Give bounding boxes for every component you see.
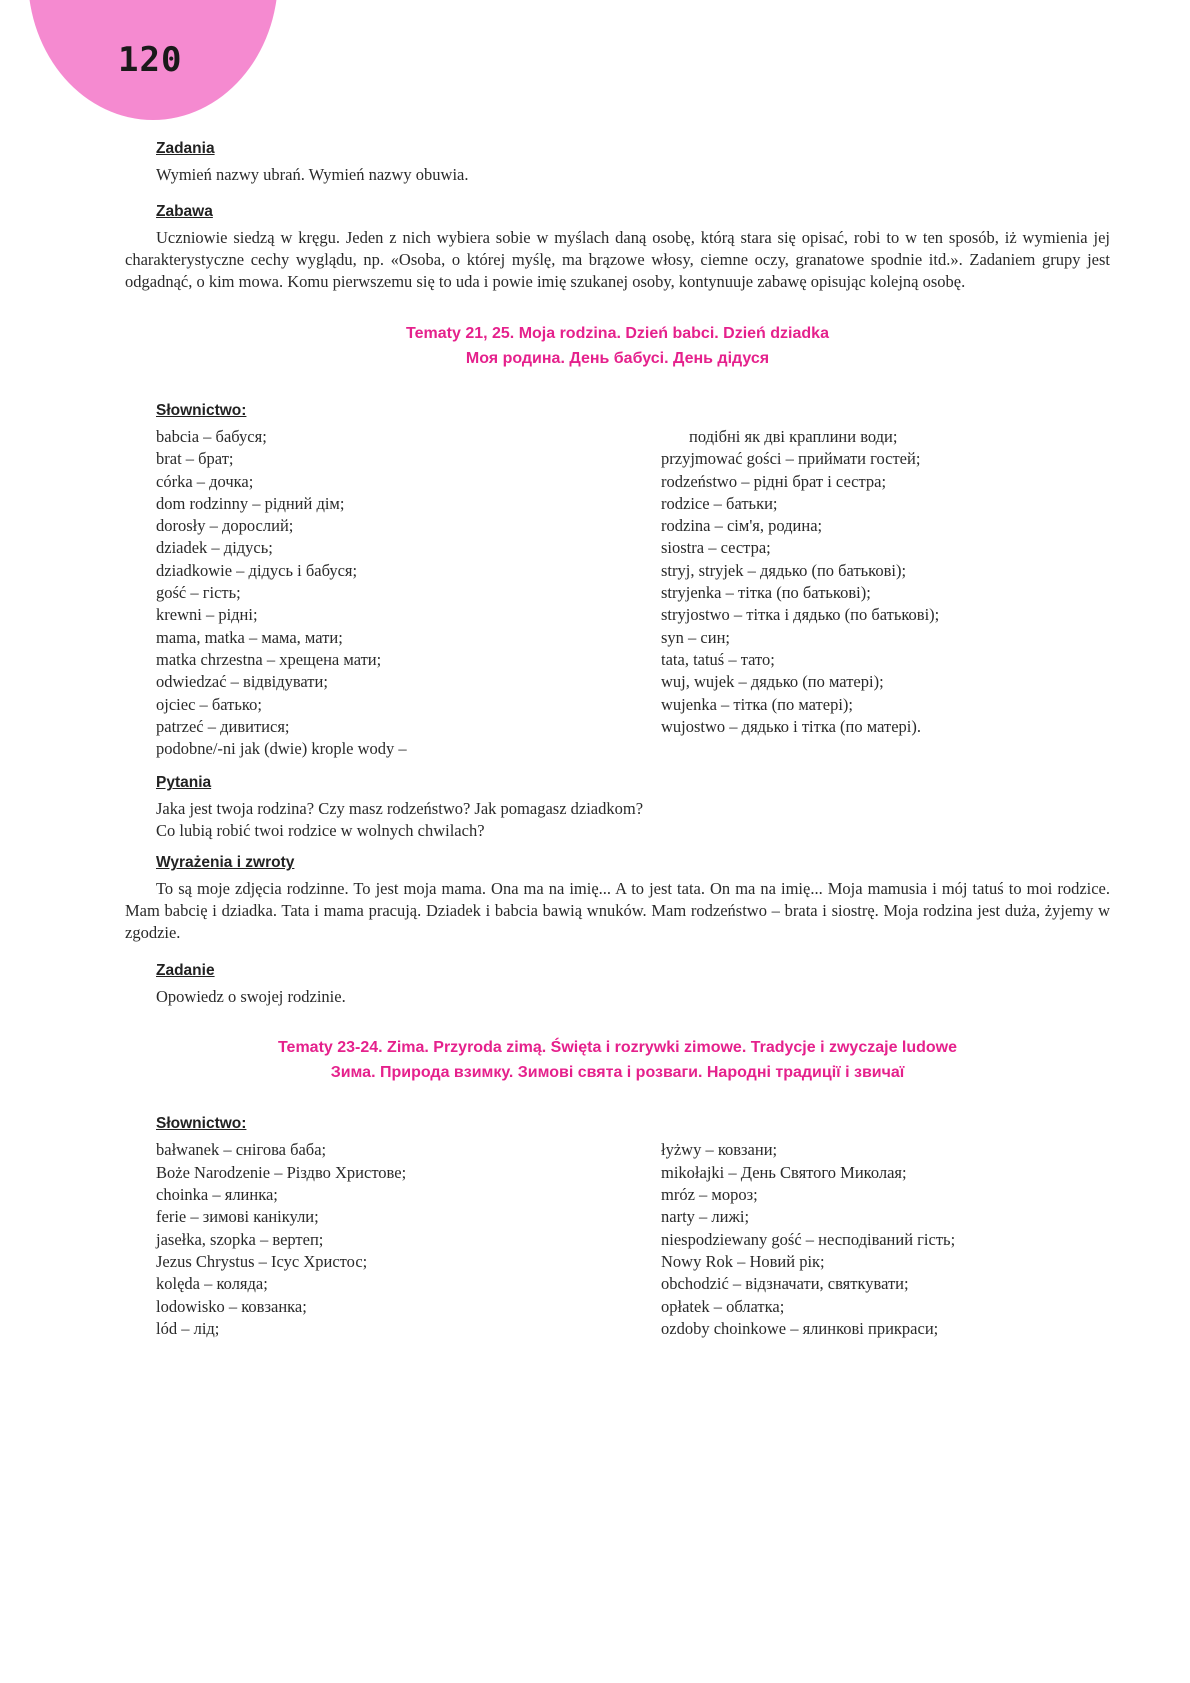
topic-family-polish: Tematy 21, 25. Moja rodzina. Dzień babci. Dzień dziadka — [406, 325, 829, 342]
topic-family-title — [125, 321, 1110, 371]
vocab-item: kolęda – коляда; — [156, 1274, 268, 1294]
vocab-item: matka chrzestna – хрещена мати; — [156, 649, 382, 669]
wyrazenia-heading: Wyrażenia i zwroty — [156, 854, 295, 872]
vocab-item: mróz – мороз; — [661, 1185, 758, 1205]
vocab-item: brat – брат; — [156, 449, 234, 469]
zabawa-section — [125, 203, 1110, 293]
vocab-item: wujostwo – дядько і тітка (по матері). — [661, 716, 921, 736]
zadanie-text: Opowiedz o swojej rodzinie. — [156, 987, 346, 1007]
vocab-winter-columns — [156, 1139, 1110, 1340]
vocab-item: ferie – зимові канікули; — [156, 1207, 319, 1227]
wyrazenia-text: To są moje zdjęcia rodzinne. To jest moja mama. Ona ma na imię... A to jest tata. On ma na imię... Moja mamusia i mój tatuś to moi rodzice. Mam babcię i dziadka. Tata i mama pracują. Dziadek i babcia bawią wnuków. Mam rodzeństwo – brata i siostrę. Moja rodzina jest duża, żyjemy w zgodzie. — [125, 879, 1110, 943]
vocab-family-left-column — [156, 426, 661, 760]
vocab-family-right-column — [661, 426, 1091, 760]
vocab-item: córka – дочка; — [156, 471, 254, 491]
vocab-item: krewni – рідні; — [156, 605, 258, 625]
vocab-winter-heading: Słownictwo: — [156, 1115, 247, 1133]
topic-winter-ukrainian: Зима. Природа взимку. Зимові свята і розваги. Народні традиції і звичаї — [330, 1064, 905, 1082]
vocab-item: dziadkowie – дідусь і бабуся; — [156, 560, 358, 580]
vocab-item: mama, matka – мама, мати; — [156, 627, 343, 647]
vocab-item: choinka – ялинка; — [156, 1185, 278, 1205]
vocab-family-right-list — [661, 448, 1091, 738]
pytania-section — [125, 774, 1110, 842]
vocab-item: stryjenka – тітка (по батькові); — [661, 583, 871, 603]
vocab-item: siostra – сестра; — [661, 538, 771, 558]
pytania-line-2: Co lubią robić twoi rodzice w wolnych chwilach? — [156, 821, 485, 841]
vocab-family-section — [125, 402, 1110, 760]
vocab-winter-right-column — [661, 1139, 1091, 1340]
vocab-item: babcia – бабуся; — [156, 427, 267, 446]
vocab-item: bałwanek – снігова баба; — [156, 1140, 327, 1160]
vocab-item: odwiedzać – відвідувати; — [156, 672, 328, 692]
vocab-item: Nowy Rok – Новий рік; — [661, 1251, 825, 1271]
vocab-item: Jezus Chrystus – Ісус Христос; — [156, 1251, 368, 1271]
zadania-heading: Zadania — [156, 140, 215, 157]
vocab-item: narty – лижі; — [661, 1207, 750, 1227]
vocab-item: rodzeństwo – рідні брат і сестра; — [661, 471, 887, 491]
zadanie-heading: Zadanie — [156, 962, 215, 980]
zabawa-heading: Zabawa — [156, 203, 213, 220]
topic-winter-polish: Tematy 23-24. Zima. Przyroda zimą. Święta i rozrywki zimowe. Tradycje i zwyczaje ludowe — [277, 1039, 958, 1057]
vocab-item: dorosły – дорослий; — [156, 516, 294, 536]
vocab-item: lodowisko – ковзанка; — [156, 1296, 307, 1316]
vocab-item: ozdoby choinkowe – ялинкові прикраси; — [661, 1318, 939, 1338]
vocab-item: rodzina – сім'я, родина; — [661, 516, 823, 536]
vocab-item: stryjostwo – тітка і дядько (по батькові); — [661, 605, 940, 625]
page-content — [125, 140, 1110, 1340]
vocab-item: lód – лід; — [156, 1318, 220, 1338]
vocab-item-continuation: подібні як дві краплини води; — [689, 427, 898, 446]
vocab-item: jasełka, szopka – вертеп; — [156, 1229, 324, 1249]
wyrazenia-section — [125, 854, 1110, 944]
vocab-item: syn – син; — [661, 627, 730, 647]
vocab-item: dom rodzinny – рідний дім; — [156, 493, 345, 513]
zadanie-section — [125, 962, 1110, 1008]
vocab-item: ojciec – батько; — [156, 694, 262, 714]
pytania-heading: Pytania — [156, 774, 212, 792]
vocab-item: dziadek – дідусь; — [156, 538, 273, 558]
vocab-item: mikołajki – День Святого Миколая; — [661, 1162, 907, 1182]
vocab-winter-section — [125, 1115, 1110, 1340]
topic-winter-title — [125, 1035, 1110, 1085]
vocab-item: patrzeć – дивитися; — [156, 716, 290, 736]
vocab-family-columns — [156, 426, 1110, 760]
vocab-winter-left-column — [156, 1139, 661, 1340]
vocab-item: stryj, stryjek – дядько (по батькові); — [661, 560, 907, 580]
page-number: 120 — [118, 40, 183, 80]
zadania-text: Wymień nazwy ubrań. Wymień nazwy obuwia. — [156, 165, 469, 184]
vocab-item: wujenka – тітка (по матері); — [661, 694, 853, 714]
vocab-item: przyjmować gości – приймати гостей; — [661, 449, 921, 469]
vocab-item: Boże Narodzenie – Різдво Христове; — [156, 1162, 407, 1182]
vocab-item: obchodzić – відзначати, святкувати; — [661, 1274, 909, 1294]
topic-family-ukrainian: Моя родина. День бабусі. День дідуся — [465, 350, 770, 367]
vocab-item: tata, tatuś – тато; — [661, 649, 775, 669]
vocab-item: gość – гість; — [156, 583, 241, 603]
pytania-line-1: Jaka jest twoja rodzina? Czy masz rodzeństwo? Jak pomagasz dziadkom? — [156, 799, 644, 819]
vocab-item: niespodziewany gość – несподіваний гість; — [661, 1229, 956, 1249]
vocab-item: wuj, wujek – дядько (по матері); — [661, 672, 884, 692]
vocab-item: podobne/-ni jak (dwie) krople wody – — [156, 739, 407, 759]
zadania-section — [125, 140, 1110, 186]
vocab-item: opłatek – облатка; — [661, 1296, 785, 1316]
vocab-item: łyżwy – ковзани; — [661, 1140, 778, 1160]
vocab-family-heading: Słownictwo: — [156, 402, 247, 419]
zabawa-text: Uczniowie siedzą w kręgu. Jeden z nich wybiera sobie w myślach daną osobę, którą stara się opisać, robi to w ten sposób, iż wymienia jej charakterystyczne cechy wyglądu, np. «Osoba, o której myślę, ma brązowe włosy, ciemne oczy, granatowe spodnie itd.». Zadaniem grupy jest odgadnąć, o kim mowa. Komu pierwszemu się to uda i powie imię szukanej osoby, kontynuuje zabawę opisując kolejną osobę. — [125, 228, 1110, 291]
vocab-item: rodzice – батьки; — [661, 493, 778, 513]
